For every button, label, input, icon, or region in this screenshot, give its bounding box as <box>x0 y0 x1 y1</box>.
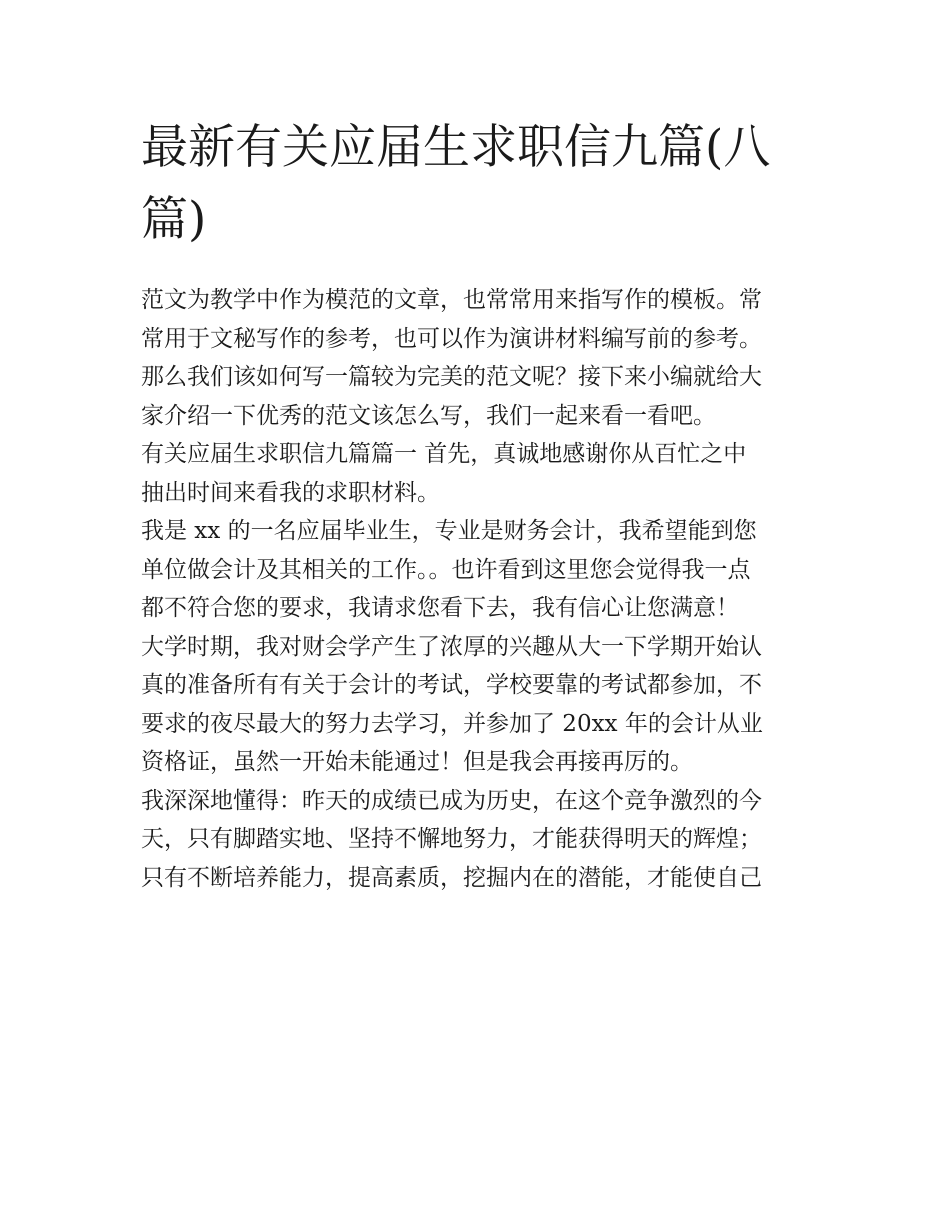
text-line: 有关应届生求职信九篇篇一 首先，真诚地感谢你从百忙之中 <box>141 441 747 467</box>
text-line: 资格证，虽然一开始未能通过！但是我会再接再厉的。 <box>141 749 693 775</box>
paragraph-reflection <box>141 782 813 898</box>
text-line: 要求的夜尽最大的努力去学习，并参加了 20xx 年的会计从业 <box>141 710 763 737</box>
text-line: 都不符合您的要求，我请求您看下去，我有信心让您满意！ <box>141 595 739 621</box>
text-line: 我深深地懂得：昨天的成绩已成为历史，在这个竞争激烈的今 <box>141 787 762 814</box>
text-line: 我是 xx 的一名应届毕业生，专业是财务会计，我希望能到您 <box>141 518 757 544</box>
paragraph-intro <box>141 281 813 435</box>
paragraph-greeting <box>141 435 813 512</box>
text-line: 抽出时间来看我的求职材料。 <box>141 479 440 506</box>
text-line: 真的准备所有有关于会计的考试，学校要靠的考试都参加，不 <box>141 672 762 698</box>
text-line: 那么我们该如何写一篇较为完美的范文呢？接下来小编就给大 <box>141 364 762 390</box>
text-line: 单位做会计及其相关的工作。。也许看到这里您会觉得我一点 <box>141 556 751 583</box>
text-line: 家介绍一下优秀的范文该怎么写，我们一起来看一看吧。 <box>141 402 716 429</box>
text-line: 常用于文秘写作的参考，也可以作为演讲材料编写前的参考。 <box>141 325 762 352</box>
document-body <box>141 281 813 897</box>
text-line: 天，只有脚踏实地、坚持不懈地努力，才能获得明天的辉煌； <box>141 826 762 852</box>
text-line: 大学时期，我对财会学产生了浓厚的兴趣从大一下学期开始认 <box>141 633 762 660</box>
text-line: 范文为教学中作为模范的文章，也常常用来指写作的模板。常 <box>141 287 762 313</box>
paragraph-self-introduction <box>141 512 813 628</box>
paragraph-university <box>141 628 813 782</box>
document-title: 最新有关应届生求职信九篇(八篇) <box>141 120 771 247</box>
text-line: 只有不断培养能力，提高素质，挖掘内在的潜能，才能使自己 <box>141 864 762 891</box>
